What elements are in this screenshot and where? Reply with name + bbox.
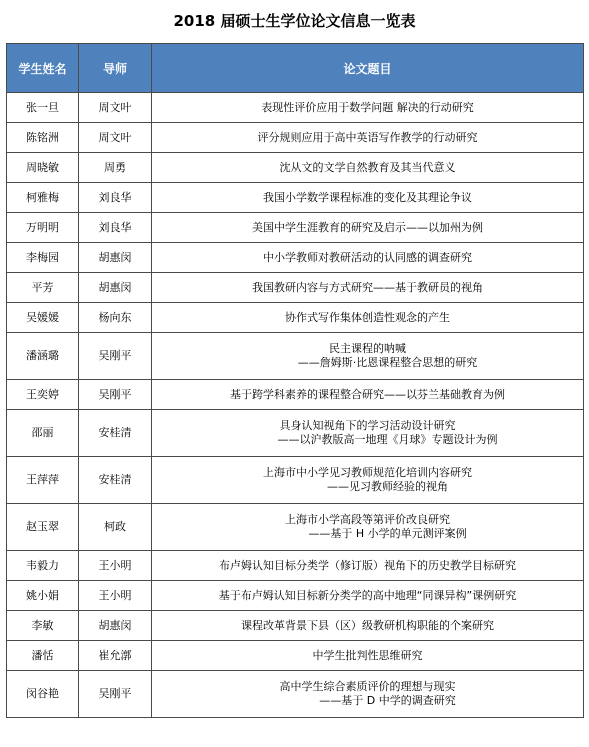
table-row — [7, 380, 584, 410]
advisor-cell: 吴刚平 — [79, 333, 152, 380]
table-row — [7, 153, 584, 183]
thesis-title-cell — [152, 93, 584, 123]
thesis-title-line: 课程改革背景下县（区）级教研机构职能的个案研究 — [241, 618, 494, 632]
thesis-title-line: 具身认知视角下的学习活动设计研究 — [279, 419, 456, 432]
thesis-title-line: 中小学教师对教研活动的认同感的调查研究 — [263, 250, 472, 264]
thesis-title-line: 协作式写作集体创造性观念的产生 — [285, 310, 450, 324]
thesis-title-cell — [152, 671, 584, 718]
thesis-title-cell — [152, 153, 584, 183]
student-name-cell: 吴媛媛 — [7, 303, 79, 333]
table-row — [7, 273, 584, 303]
thesis-title-cell — [152, 504, 584, 551]
thesis-title-cell — [152, 183, 584, 213]
thesis-title-cell — [152, 551, 584, 581]
student-name-cell: 柯雅梅 — [7, 183, 79, 213]
thesis-title-line: 高中学生综合素质评价的理想与现实 — [279, 680, 456, 693]
thesis-title-cell — [152, 303, 584, 333]
table-row — [7, 243, 584, 273]
table-row — [7, 410, 584, 457]
advisor-cell: 胡惠闵 — [79, 243, 152, 273]
table-body — [7, 93, 584, 718]
advisor-cell: 安桂清 — [79, 410, 152, 457]
table-row — [7, 93, 584, 123]
table-row — [7, 123, 584, 153]
advisor-cell: 吴刚平 — [79, 380, 152, 410]
thesis-title-cell — [152, 410, 584, 457]
thesis-title-line: 我国小学数学课程标准的变化及其理论争议 — [263, 190, 472, 204]
thesis-title-line: 上海市小学高段等第评价改良研究 — [285, 513, 450, 526]
advisor-cell: 安桂清 — [79, 457, 152, 504]
table-row — [7, 183, 584, 213]
thesis-title-cell — [152, 333, 584, 380]
thesis-title-cell — [152, 213, 584, 243]
table-row — [7, 457, 584, 504]
student-name-cell: 陈铭洲 — [7, 123, 79, 153]
student-name-cell: 闵谷艳 — [7, 671, 79, 718]
thesis-title-line: 基于布卢姆认知目标新分类学的高中地理“同课异构”课例研究 — [218, 588, 517, 602]
table-row — [7, 504, 584, 551]
student-name-cell: 张一旦 — [7, 93, 79, 123]
thesis-title-cell — [152, 380, 584, 410]
advisor-cell: 杨向东 — [79, 303, 152, 333]
table-row — [7, 213, 584, 243]
advisor-cell: 吴刚平 — [79, 671, 152, 718]
thesis-title-line: 布卢姆认知目标分类学（修订版）视角下的历史教学目标研究 — [219, 558, 516, 572]
thesis-subtitle-line: ——基于 H 小学的单元测评案例 — [308, 527, 467, 540]
thesis-title-line: 评分规则应用于高中英语写作教学的行动研究 — [257, 130, 478, 144]
thesis-subtitle-line: ——詹姆斯·比恩课程整合思想的研究 — [297, 356, 478, 369]
student-name-cell: 赵玉翠 — [7, 504, 79, 551]
thesis-title-line: 基于跨学科素养的课程整合研究——以芬兰基础教育为例 — [230, 387, 505, 401]
student-name-cell: 王奕婷 — [7, 380, 79, 410]
thesis-title-line: 我国教研内容与方式研究——基于教研员的视角 — [252, 280, 483, 294]
student-name-cell: 万明明 — [7, 213, 79, 243]
header-advisor: 导师 — [79, 44, 152, 93]
advisor-cell: 柯政 — [79, 504, 152, 551]
advisor-cell: 崔允漷 — [79, 641, 152, 671]
table-row — [7, 671, 584, 718]
advisor-cell: 刘良华 — [79, 183, 152, 213]
table-header-row — [7, 44, 584, 93]
thesis-title-line: 中学生批判性思维研究 — [312, 648, 423, 662]
student-name-cell: 周晓敏 — [7, 153, 79, 183]
student-name-cell: 潘涵璐 — [7, 333, 79, 380]
advisor-cell: 胡惠闵 — [79, 611, 152, 641]
thesis-title-cell — [152, 123, 584, 153]
header-student-name: 学生姓名 — [7, 44, 79, 93]
student-name-cell: 韦毅力 — [7, 551, 79, 581]
student-name-cell: 姚小娟 — [7, 581, 79, 611]
table-row — [7, 333, 584, 380]
thesis-subtitle-line: ——基于 D 中学的调查研究 — [319, 694, 456, 707]
student-name-cell: 平芳 — [7, 273, 79, 303]
student-name-cell: 潘恬 — [7, 641, 79, 671]
thesis-subtitle-line: ——见习教师经验的视角 — [327, 480, 448, 493]
thesis-title-cell — [152, 641, 584, 671]
thesis-title-cell — [152, 273, 584, 303]
thesis-title-cell — [152, 243, 584, 273]
thesis-title-cell — [152, 611, 584, 641]
table-row — [7, 611, 584, 641]
table-row — [7, 581, 584, 611]
student-name-cell: 王萍萍 — [7, 457, 79, 504]
advisor-cell: 周文叶 — [79, 93, 152, 123]
table-row — [7, 641, 584, 671]
advisor-cell: 王小明 — [79, 551, 152, 581]
thesis-title-line: 表现性评价应用于数学问题 解决的行动研究 — [261, 100, 474, 114]
advisor-cell: 胡惠闵 — [79, 273, 152, 303]
advisor-cell: 王小明 — [79, 581, 152, 611]
page-title: 2018 届硕士生学位论文信息一览表 — [173, 12, 416, 30]
student-name-cell: 李梅园 — [7, 243, 79, 273]
advisor-cell: 周文叶 — [79, 123, 152, 153]
student-name-cell: 邵丽 — [7, 410, 79, 457]
thesis-title-line: 上海市中小学见习教师规范化培训内容研究 — [263, 466, 472, 479]
thesis-subtitle-line: ——以沪教版高一地理《月球》专题设计为例 — [277, 433, 498, 446]
table-row — [7, 551, 584, 581]
advisor-cell: 刘良华 — [79, 213, 152, 243]
thesis-title-line: 民主课程的呐喊 — [329, 342, 406, 355]
thesis-title-cell — [152, 581, 584, 611]
thesis-title-cell — [152, 457, 584, 504]
header-thesis-title: 论文题目 — [152, 44, 584, 93]
thesis-title-line: 美国中学生涯教育的研究及启示——以加州为例 — [252, 220, 483, 234]
thesis-table — [6, 43, 584, 718]
thesis-title-line: 沈从文的文学自然教育及其当代意义 — [279, 160, 456, 174]
student-name-cell: 李敏 — [7, 611, 79, 641]
advisor-cell: 周勇 — [79, 153, 152, 183]
table-row — [7, 303, 584, 333]
